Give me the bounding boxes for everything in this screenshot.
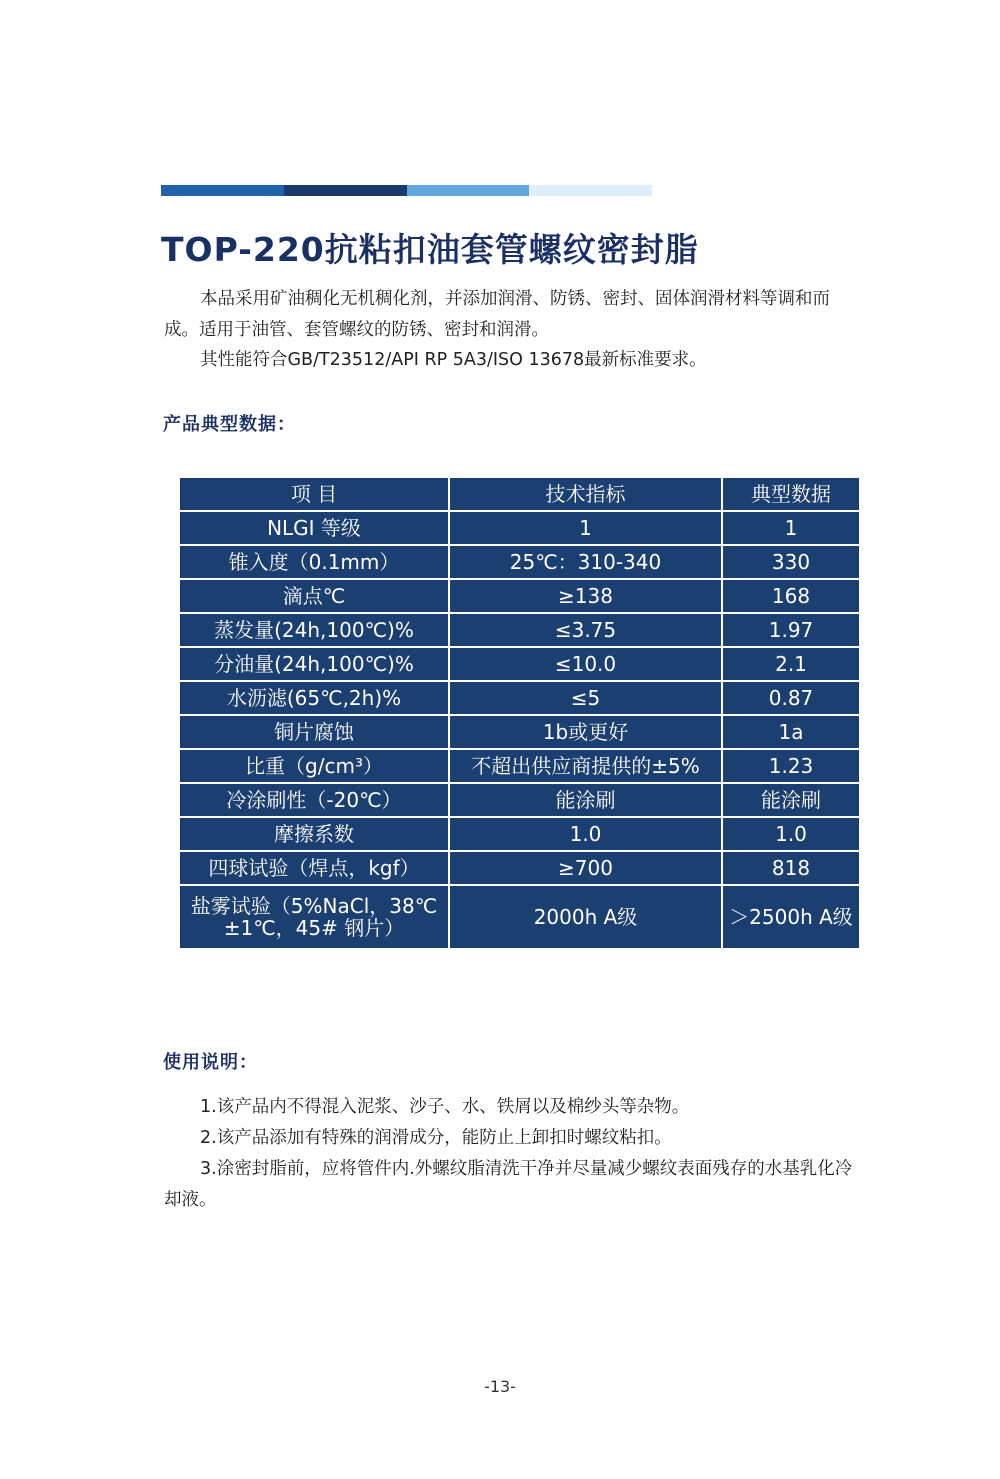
product-data-table bbox=[178, 476, 861, 950]
intro-paragraph-2: 其性能符合GB/T23512/API RP 5A3/ISO 13678最新标准要求。 bbox=[200, 350, 707, 370]
table-row bbox=[179, 579, 860, 613]
table-cell-spec: 25℃：310-340 bbox=[449, 545, 722, 579]
page-title: TOP-220抗粘扣油套管螺纹密封脂 bbox=[161, 230, 699, 269]
color-bar-segment-4 bbox=[529, 185, 652, 196]
table-cell-spec: 不超出供应商提供的±5% bbox=[449, 749, 722, 783]
decorative-color-bar bbox=[161, 185, 652, 196]
table-cell-spec: 1b或更好 bbox=[449, 715, 722, 749]
column-header-typical: 典型数据 bbox=[722, 477, 860, 511]
table-cell-typical: 能涂刷 bbox=[722, 783, 860, 817]
table-row bbox=[179, 715, 860, 749]
color-bar-segment-2 bbox=[284, 185, 407, 196]
data-section-heading: 产品典型数据： bbox=[163, 414, 296, 435]
color-bar-segment-1 bbox=[161, 185, 284, 196]
table-row bbox=[179, 511, 860, 545]
table-cell-spec: 1.0 bbox=[449, 817, 722, 851]
column-header-spec: 技术指标 bbox=[449, 477, 722, 511]
table-cell-item: 铜片腐蚀 bbox=[179, 715, 449, 749]
usage-item: 3.涂密封脂前，应将管件内.外螺纹脂清洗干净并尽量减少螺纹表面残存的水基乳化冷却液。 bbox=[164, 1159, 853, 1210]
table-cell-typical: ＞2500h A级 bbox=[722, 885, 860, 949]
table-cell-item: 摩擦系数 bbox=[179, 817, 449, 851]
table-cell-typical: 1.23 bbox=[722, 749, 860, 783]
usage-list bbox=[164, 1092, 854, 1216]
table-cell-item: 蒸发量(24h,100℃)% bbox=[179, 613, 449, 647]
table-cell-spec: 1 bbox=[449, 511, 722, 545]
table-cell-item: 滴点℃ bbox=[179, 579, 449, 613]
table-cell-spec: 2000h A级 bbox=[449, 885, 722, 949]
intro-text bbox=[164, 284, 854, 376]
table-row bbox=[179, 613, 860, 647]
usage-item: 2.该产品添加有特殊的润滑成分，能防止上卸扣时螺纹粘扣。 bbox=[200, 1128, 672, 1148]
table-cell-spec: ≤5 bbox=[449, 681, 722, 715]
usage-item: 1.该产品内不得混入泥浆、沙子、水、铁屑以及棉纱头等杂物。 bbox=[200, 1097, 690, 1117]
table-cell-item: 锥入度（0.1mm） bbox=[179, 545, 449, 579]
usage-section-heading: 使用说明： bbox=[163, 1052, 258, 1073]
table-cell-typical: 0.87 bbox=[722, 681, 860, 715]
table-row bbox=[179, 749, 860, 783]
table-row bbox=[179, 851, 860, 885]
table-row bbox=[179, 647, 860, 681]
table-row bbox=[179, 545, 860, 579]
table-cell-spec: ≤3.75 bbox=[449, 613, 722, 647]
table-cell-typical: 330 bbox=[722, 545, 860, 579]
table-cell-spec: 能涂刷 bbox=[449, 783, 722, 817]
table-row bbox=[179, 885, 860, 949]
table-cell-typical: 1a bbox=[722, 715, 860, 749]
table-cell-typical: 818 bbox=[722, 851, 860, 885]
table-cell-item: 比重（g/cm³） bbox=[179, 749, 449, 783]
table-cell-item: 四球试验（焊点，kgf） bbox=[179, 851, 449, 885]
table-row bbox=[179, 783, 860, 817]
table-cell-typical: 1.97 bbox=[722, 613, 860, 647]
table-cell-typical: 168 bbox=[722, 579, 860, 613]
page-number: -13- bbox=[484, 1377, 516, 1396]
table-cell-typical: 1.0 bbox=[722, 817, 860, 851]
table-cell-item: NLGI 等级 bbox=[179, 511, 449, 545]
intro-paragraph-1: 本品采用矿油稠化无机稠化剂，并添加润滑、防锈、密封、固体润滑材料等调和而成。适用于油管、套管螺纹的防锈、密封和润滑。 bbox=[164, 289, 830, 340]
table-header-row bbox=[179, 477, 860, 511]
column-header-item: 项 目 bbox=[179, 477, 449, 511]
table-cell-item: 盐雾试验（5%NaCl，38℃±1℃，45# 钢片） bbox=[179, 885, 449, 949]
table-cell-spec: ≤10.0 bbox=[449, 647, 722, 681]
table-cell-item: 分油量(24h,100℃)% bbox=[179, 647, 449, 681]
table-row bbox=[179, 817, 860, 851]
table-cell-item: 冷涂刷性（-20℃） bbox=[179, 783, 449, 817]
table-cell-item: 水沥滤(65℃,2h)% bbox=[179, 681, 449, 715]
table-cell-spec: ≥700 bbox=[449, 851, 722, 885]
table-cell-typical: 2.1 bbox=[722, 647, 860, 681]
table-cell-spec: ≥138 bbox=[449, 579, 722, 613]
color-bar-segment-3 bbox=[407, 185, 530, 196]
table-row bbox=[179, 681, 860, 715]
table-cell-typical: 1 bbox=[722, 511, 860, 545]
